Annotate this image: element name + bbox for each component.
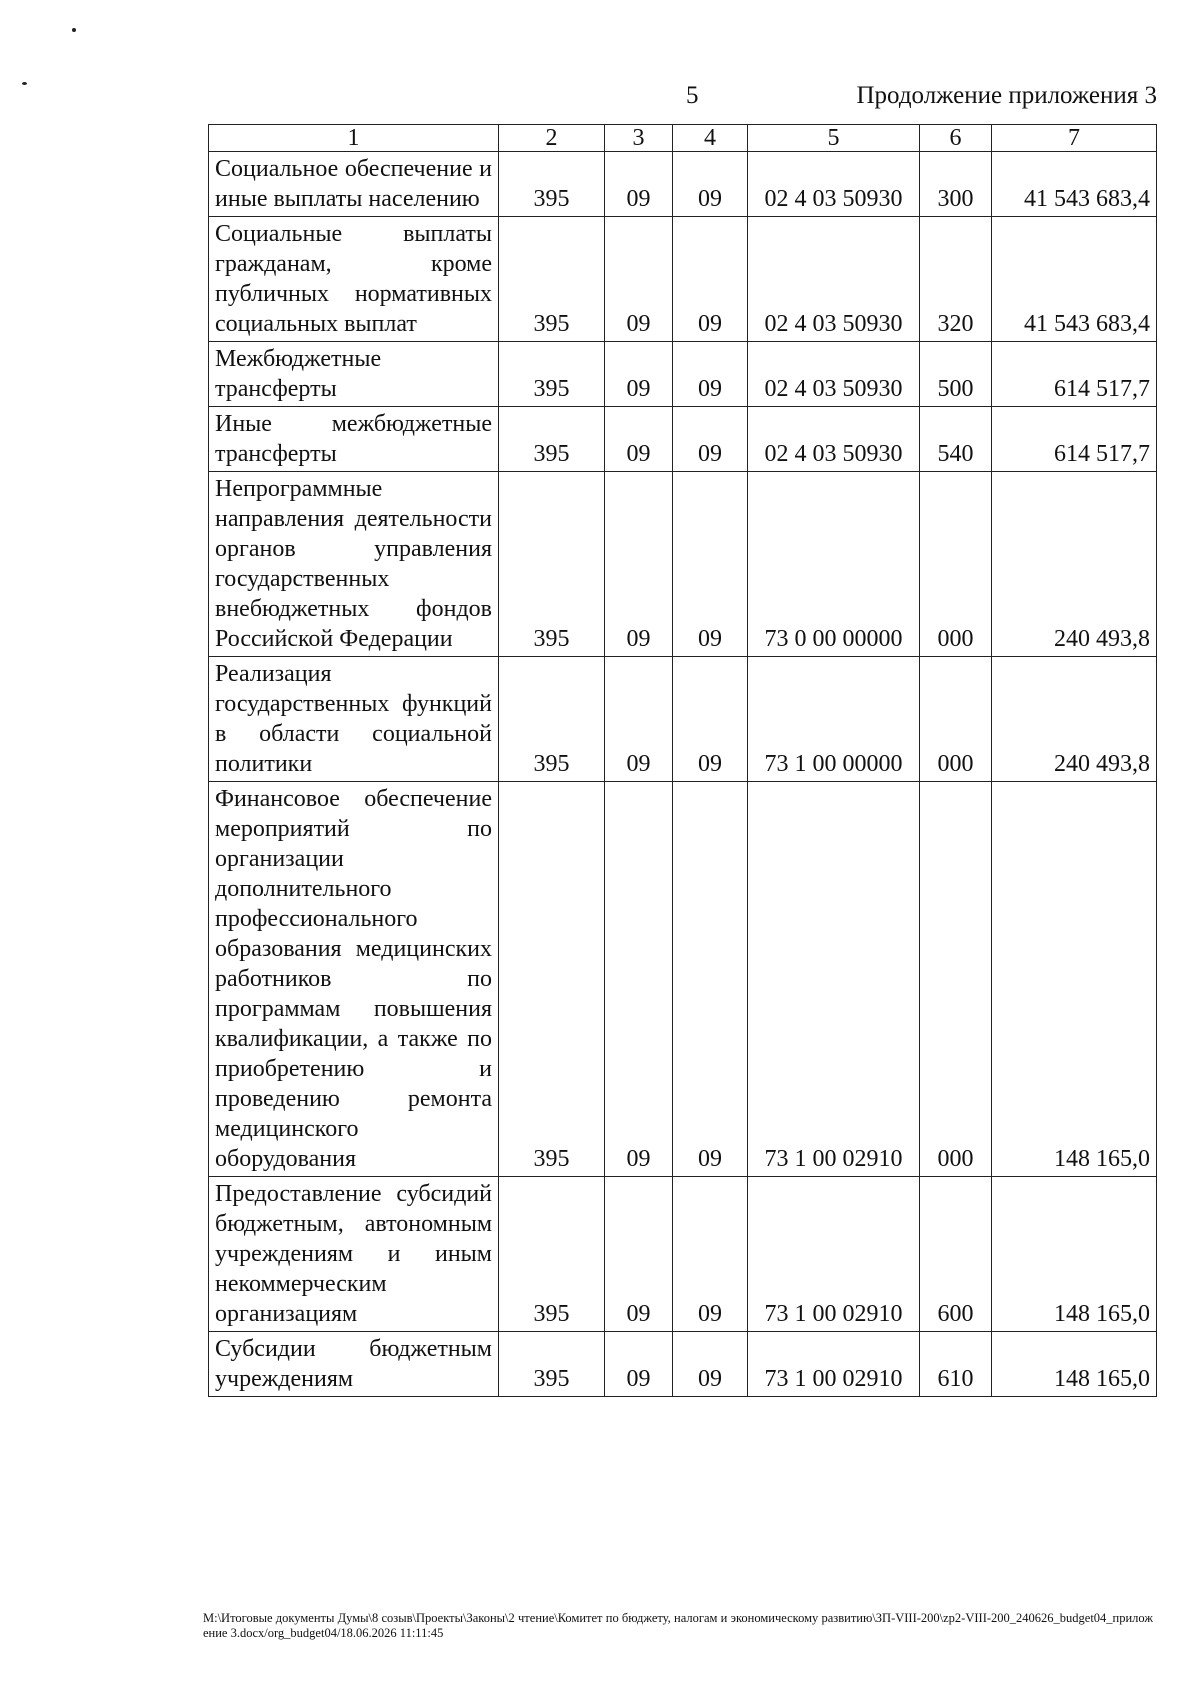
target-article: 73 1 00 02910 [748, 1332, 920, 1397]
scan-speck [72, 28, 76, 32]
section-code: 09 [605, 1177, 673, 1332]
amount: 614 517,7 [992, 407, 1157, 472]
subsection-code: 09 [673, 782, 748, 1177]
amount: 240 493,8 [992, 657, 1157, 782]
expense-type: 540 [920, 407, 992, 472]
expense-type: 500 [920, 342, 992, 407]
ministry-code: 395 [499, 342, 605, 407]
ministry-code: 395 [499, 472, 605, 657]
subsection-code: 09 [673, 342, 748, 407]
item-name: Субсидии бюджетным учреждениям [209, 1332, 499, 1397]
section-code: 09 [605, 472, 673, 657]
ministry-code: 395 [499, 782, 605, 1177]
amount: 148 165,0 [992, 1177, 1157, 1332]
section-code: 09 [605, 342, 673, 407]
continuation-heading: Продолжение приложения 3 [856, 82, 1157, 109]
column-number-row [209, 125, 1157, 152]
item-name: Иные межбюджетные трансферты [209, 407, 499, 472]
subsection-code: 09 [673, 472, 748, 657]
subsection-code: 09 [673, 1332, 748, 1397]
subsection-code: 09 [673, 1177, 748, 1332]
column-header: 2 [499, 125, 605, 152]
subsection-code: 09 [673, 657, 748, 782]
expense-type: 600 [920, 1177, 992, 1332]
column-header: 1 [209, 125, 499, 152]
expense-type: 320 [920, 217, 992, 342]
expense-type: 000 [920, 782, 992, 1177]
table-row [209, 217, 1157, 342]
table-row [209, 1177, 1157, 1332]
item-name: Предоставление субсидий бюджетным, автономным учреждениям и иным некоммерческим организациям [209, 1177, 499, 1332]
budget-table [208, 124, 1157, 1397]
item-name: Социальные выплаты гражданам, кроме публичных нормативных социальных выплат [209, 217, 499, 342]
page-number: 5 [686, 82, 699, 109]
target-article: 73 0 00 00000 [748, 472, 920, 657]
ministry-code: 395 [499, 657, 605, 782]
item-name: Межбюджетные трансферты [209, 342, 499, 407]
item-name: Социальное обеспечение и иные выплаты населению [209, 152, 499, 217]
column-header: 7 [992, 125, 1157, 152]
column-header: 4 [673, 125, 748, 152]
section-code: 09 [605, 152, 673, 217]
table-row [209, 472, 1157, 657]
table-row [209, 407, 1157, 472]
ministry-code: 395 [499, 1332, 605, 1397]
table-row [209, 782, 1157, 1177]
table-row [209, 657, 1157, 782]
scan-speck [22, 82, 27, 85]
item-name: Реализация государственных функций в области социальной политики [209, 657, 499, 782]
expense-type: 300 [920, 152, 992, 217]
subsection-code: 09 [673, 217, 748, 342]
amount: 148 165,0 [992, 1332, 1157, 1397]
section-code: 09 [605, 407, 673, 472]
subsection-code: 09 [673, 407, 748, 472]
target-article: 02 4 03 50930 [748, 407, 920, 472]
column-header: 5 [748, 125, 920, 152]
target-article: 02 4 03 50930 [748, 217, 920, 342]
expense-type: 000 [920, 472, 992, 657]
target-article: 02 4 03 50930 [748, 152, 920, 217]
amount: 41 543 683,4 [992, 217, 1157, 342]
amount: 240 493,8 [992, 472, 1157, 657]
target-article: 02 4 03 50930 [748, 342, 920, 407]
target-article: 73 1 00 02910 [748, 1177, 920, 1332]
ministry-code: 395 [499, 217, 605, 342]
table-row [209, 342, 1157, 407]
ministry-code: 395 [499, 152, 605, 217]
amount: 41 543 683,4 [992, 152, 1157, 217]
section-code: 09 [605, 782, 673, 1177]
ministry-code: 395 [499, 407, 605, 472]
table-row [209, 1332, 1157, 1397]
ministry-code: 395 [499, 1177, 605, 1332]
subsection-code: 09 [673, 152, 748, 217]
table-row [209, 152, 1157, 217]
item-name: Финансовое обеспечение мероприятий по организации дополнительного профессионального образования медицинских работников по программам повышения квалификации, а также по приобретению и проведению ремонта медицинского оборудования [209, 782, 499, 1177]
column-header: 3 [605, 125, 673, 152]
target-article: 73 1 00 00000 [748, 657, 920, 782]
expense-type: 610 [920, 1332, 992, 1397]
target-article: 73 1 00 02910 [748, 782, 920, 1177]
amount: 148 165,0 [992, 782, 1157, 1177]
item-name: Непрограммные направления деятельности органов управления государственных внебюджетных фондов Российской Федерации [209, 472, 499, 657]
amount: 614 517,7 [992, 342, 1157, 407]
column-header: 6 [920, 125, 992, 152]
expense-type: 000 [920, 657, 992, 782]
section-code: 09 [605, 657, 673, 782]
file-path-footer: M:\Итоговые документы Думы\8 созыв\Проекты\Законы\2 чтение\Комитет по бюджету, налогам и экономическому развитию\ЗП-VIII-200\zp2-VIII-200_240626_budget04_приложение 3.docx/org_budget04/18.06.2026 11:11:45 [203, 1611, 1153, 1640]
section-code: 09 [605, 1332, 673, 1397]
section-code: 09 [605, 217, 673, 342]
